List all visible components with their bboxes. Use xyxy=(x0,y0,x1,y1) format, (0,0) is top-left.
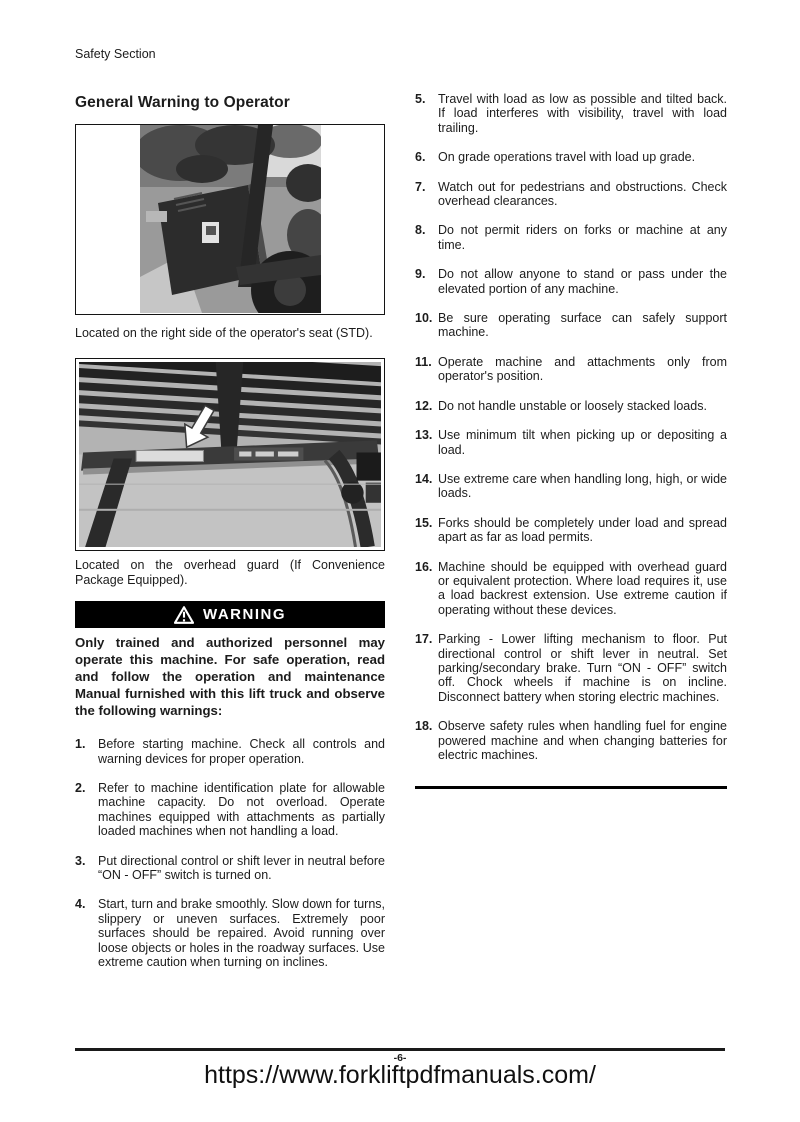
warning-item-text: Be sure operating surface can safely support machine. xyxy=(438,311,727,340)
warning-item-text: Operate machine and attachments only from operator's position. xyxy=(438,354,727,384)
warning-item-text: Parking - Lower lifting mechanism to floor. Put directional control or shift lever in neutral. Set parking/secondary brake. Turn “ON - OFF” switch off. Chock wheels if machine is on incline. Disconnect battery when storing electric machines. xyxy=(438,632,727,704)
warning-banner-label: WARNING xyxy=(203,606,286,624)
warning-item xyxy=(415,428,727,457)
warning-item-number: 15. xyxy=(415,515,433,530)
warning-item-text: Use extreme care when handling long, high, or wide loads. xyxy=(438,471,727,501)
warning-item xyxy=(415,632,727,704)
figure-overhead-guard-label xyxy=(75,358,385,551)
warning-item xyxy=(415,719,727,762)
warning-list-left xyxy=(75,737,385,969)
section-divider xyxy=(415,786,727,789)
warning-item-number: 10. xyxy=(415,311,433,326)
warning-item-number: 12. xyxy=(415,398,433,413)
warning-item xyxy=(415,150,727,164)
warning-item-number: 18. xyxy=(415,719,433,734)
warning-item-number: 11. xyxy=(415,354,432,369)
warning-item-text: Watch out for pedestrians and obstructions. Check overhead clearances. xyxy=(438,179,727,209)
warning-item xyxy=(75,781,385,839)
warning-item-text: Start, turn and brake smoothly. Slow down for turns, slippery or uneven surfaces. Extremely poor surfaces should be repaired. Avoid running over loose objects or holes in the roadway surfaces. Use extreme caution when turning on inclines. xyxy=(98,897,385,970)
right-column xyxy=(415,92,727,789)
figure-caption: Located on the overhead guard (If Convenience Package Equipped). xyxy=(75,558,385,587)
warning-item xyxy=(415,355,727,384)
overhead-guard-photo xyxy=(79,362,381,547)
seat-photo xyxy=(140,125,321,313)
footer-divider xyxy=(75,1048,725,1051)
left-column xyxy=(75,94,385,985)
warning-item-number: 4. xyxy=(75,897,86,912)
warning-item-number: 13. xyxy=(415,428,433,443)
warning-item-text: Travel with load as low as possible and tilted back. If load interferes with visibility, travel with load trailing. xyxy=(438,92,727,135)
warning-item xyxy=(75,854,385,883)
figure-caption: Located on the right side of the operator's seat (STD). xyxy=(75,326,373,340)
warning-item-text: Do not permit riders on forks or machine at any time. xyxy=(438,223,727,252)
warning-item xyxy=(415,311,727,340)
warning-item-number: 5. xyxy=(415,92,426,106)
figure-seat-warning-label xyxy=(75,124,385,315)
warning-item xyxy=(415,267,727,296)
warning-item xyxy=(75,737,385,766)
warning-item-text: Use minimum tilt when picking up or depositing a load. xyxy=(438,428,727,457)
warning-item-text: Observe safety rules when handling fuel for engine powered machine and when changing batteries for electric machines. xyxy=(438,719,727,762)
warning-item-text: Before starting machine. Check all controls and warning devices for proper operation. xyxy=(98,737,385,766)
warning-intro-paragraph: Only trained and authorized personnel may operate this machine. For safe operation, read and follow the operation and maintenance Manual furnished with this lift truck and observe the following warnings: xyxy=(75,635,385,719)
warning-item-number: 8. xyxy=(415,223,426,238)
warning-item-number: 16. xyxy=(415,559,433,574)
warning-item-text: On grade operations travel with load up grade. xyxy=(438,150,696,165)
warning-item-number: 1. xyxy=(75,737,86,752)
warning-item-number: 17. xyxy=(415,632,433,647)
warning-item-number: 2. xyxy=(75,781,86,796)
section-heading: General Warning to Operator xyxy=(75,94,290,111)
warning-item xyxy=(415,560,727,618)
warning-item-text: Refer to machine identification plate for allowable machine capacity. Do not overload. Operate machines equipped with attachments as partially loaded machines when not handling a load. xyxy=(98,781,385,839)
warning-item xyxy=(415,180,727,209)
page-number: -6- xyxy=(393,1052,407,1064)
warning-item-number: 14. xyxy=(415,471,433,486)
warning-item xyxy=(415,472,727,501)
warning-item-number: 9. xyxy=(415,267,426,282)
warning-item xyxy=(75,897,385,969)
warning-item-number: 3. xyxy=(75,853,86,868)
warning-item xyxy=(415,399,727,413)
warning-item-text: Do not handle unstable or loosely stacked loads. xyxy=(438,398,707,413)
warning-item-text: Machine should be equipped with overhead guard or equivalent protection. Where load requires it, use a load backrest extension. Use extreme caution if operating without these devices. xyxy=(438,559,727,617)
warning-triangle-icon xyxy=(174,606,194,624)
warning-item-text: Forks should be completely under load and spread apart as far as load permits. xyxy=(438,515,727,545)
warning-item-number: 6. xyxy=(415,150,426,165)
warning-item-text: Do not allow anyone to stand or pass under the elevated portion of any machine. xyxy=(438,267,727,296)
warning-item xyxy=(415,516,727,545)
warning-item xyxy=(415,223,727,252)
warning-item-number: 7. xyxy=(415,179,426,194)
warning-list-right xyxy=(415,92,727,762)
footer-url-link[interactable]: https://www.forkliftpdfmanuals.com/ xyxy=(204,1061,596,1089)
warning-item-text: Put directional control or shift lever in neutral before “ON - OFF” switch is turned on. xyxy=(98,853,385,883)
running-header: Safety Section xyxy=(75,47,156,61)
warning-item xyxy=(415,92,727,135)
warning-banner xyxy=(75,601,385,628)
